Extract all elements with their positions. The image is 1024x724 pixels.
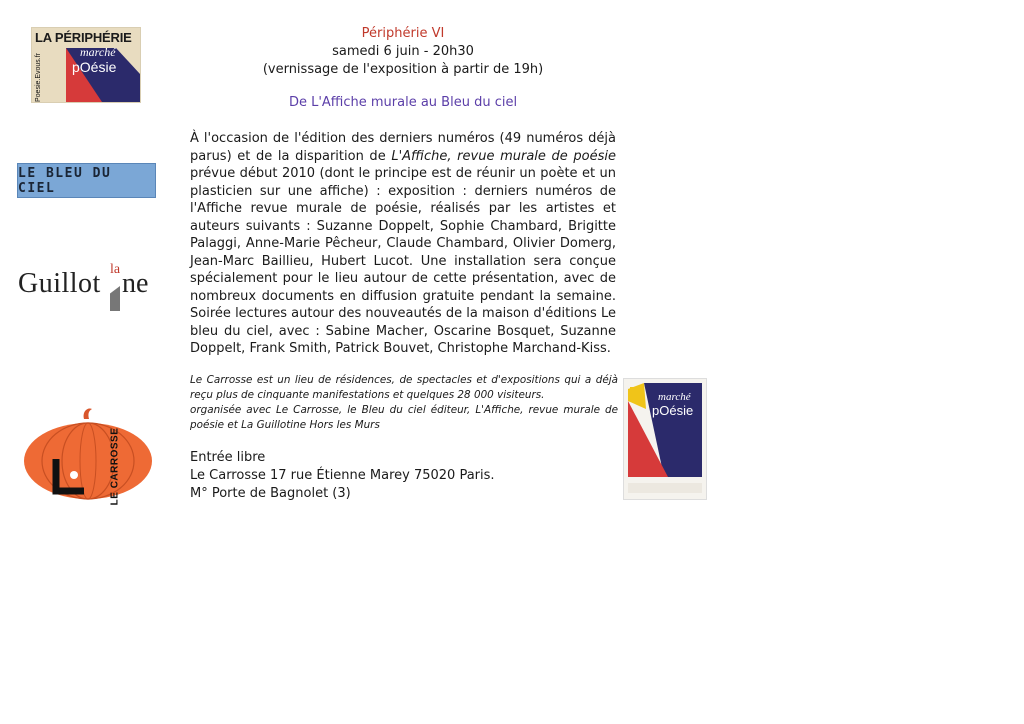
carrosse-logo [22,405,154,506]
event-title: Périphérie VI [361,26,445,41]
entry-info [190,449,620,503]
guillotine-text-left: Guillot [18,268,101,299]
guillotine-blade-icon [110,286,120,311]
description-end: prévue début 2010 (dont le principe est de réunir un poète et un plasticien sur une affiche) : exposition : derniers numéros de l'Affiche revue murale de poésie, réalisés par les artistes et auteurs suivants : Suzanne Doppelt, Sophie Chambard, Brigitte Palaggi, Anne-Marie Pêcheur, Claude Chambard, Olivier Domerg, Jean-Marc Baillieu, Hubert Lucot. Une installation sera conçue spécialement pour le lieu autour de cette présentation, avec de nombreux documents en diffusion gratuite pendant la semaine. Soirée lectures autour des nouveautés de la maison d'éditions Le bleu du ciel, avec : Sabine Macher, Oscarine Bosquet, Suzanne Doppelt, Frank Smith, Patrick Bouvet, Christophe Marchand-Kiss. [190,166,616,356]
peripherie-marche: marché [80,45,116,59]
organized-with-note: organisée avec Le Carrosse, le Bleu du ciel éditeur, L'Affiche, revue murale de poésie et La Guillotine Hors les Murs [190,404,618,431]
poster-marche: marché [658,391,691,403]
peripherie-side-text: Poesie.Evous.fr [35,52,43,102]
entry-address: Le Carrosse 17 rue Étienne Marey 75020 Paris. [190,468,495,483]
event-subtitle: De L'Affiche murale au Bleu du ciel [288,95,518,110]
carrosse-label: LE CARROSSE [109,427,121,506]
guillotine-la: la [110,262,121,277]
description-start: À l'occasion de l'édition des derniers numéros (49 numéros déjà parus) et de la disparition de [190,131,616,164]
pumpkin-icon [22,405,154,500]
entry-metro: M° Porte de Bagnolet (3) [190,486,351,501]
event-description [190,130,616,358]
carrosse-note: Le Carrosse est un lieu de résidences, de spectacles et d'expositions qui a déjà reçu plus de cinquante manifestations et quelques 28 000 visiteurs. [190,374,618,401]
guillotine-text-right: ne [122,268,149,299]
bleu-du-ciel-label: LE BLEU DU CIEL [18,165,112,196]
event-vernissage: (vernissage de l'exposition à partir de 19h) [262,62,544,77]
poster-image [624,379,706,499]
description-affiche-title: L'Affiche, revue murale de poésie [391,148,617,164]
peripherie-title: LA PÉRIPHÉRIE [35,30,132,45]
peripherie-logo [32,28,140,102]
guillotine-logo [18,262,158,314]
poster-poesie: pOésie [652,403,694,418]
peripherie-poesie: pOésie [72,59,117,75]
event-date: samedi 6 juin - 20h30 [332,44,474,59]
bleu-du-ciel-logo [17,163,156,198]
event-header [190,25,616,79]
entry-free: Entrée libre [190,450,266,465]
organizer-note [190,373,618,433]
